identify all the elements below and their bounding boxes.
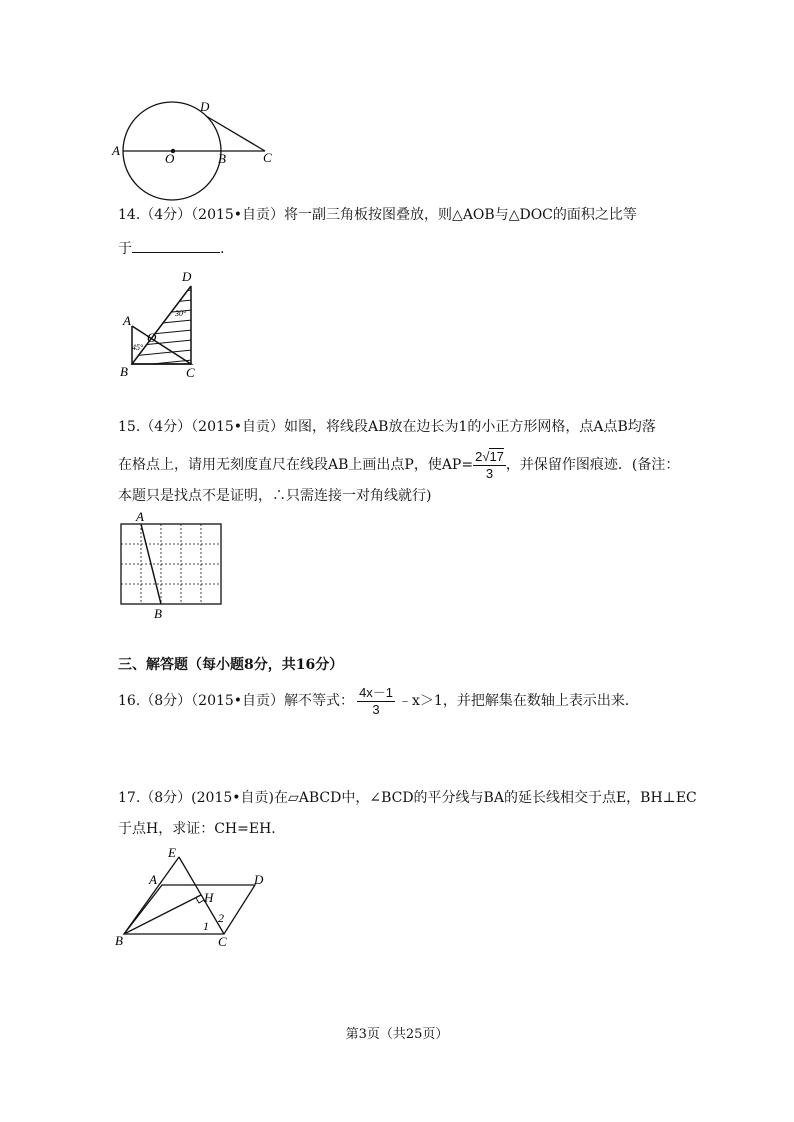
label-b: B [154, 606, 162, 621]
question-15-line-1: 15.（4分）（2015•自贡）如图，将线段AB放在边长为1的小正方形网格，点A点B均落 [118, 419, 656, 435]
section-3-heading: 三、解答题（每小题8分，共16分） [118, 657, 344, 673]
line-bh [124, 895, 201, 934]
parallelogram-abcd [124, 885, 255, 934]
label-b: B [120, 364, 128, 378]
question-17-line-1: 17.（8分）(2015•自贡)在▱ABCD中，∠BCD的平分线与BA的延长线相交于点E，BH⊥EC [118, 790, 697, 806]
q15-line2-suffix: ，并保留作图痕迹．(备注： [505, 457, 680, 473]
label-a: A [112, 143, 120, 158]
label-a: A [123, 313, 131, 328]
label-o: O [147, 330, 157, 345]
page-footer: 第3页（共25页） [345, 1027, 449, 1042]
answer-blank[interactable] [132, 238, 220, 253]
frac-denominator: 3 [372, 701, 380, 717]
triangle-dbc [132, 286, 191, 364]
q16-suffix: ﹣x＞1，并把解集在数轴上表示出来． [398, 693, 639, 709]
label-c: C [218, 934, 227, 949]
q14-prefix: 于 [118, 241, 132, 257]
angle-2-label: 2 [218, 911, 224, 925]
q15-line2-prefix: 在格点上，请用无刻度直尺在线段AB上画出点P，使AP= [118, 457, 474, 473]
grid-figure [112, 508, 232, 623]
label-a: A [136, 509, 144, 524]
grid-lines [121, 524, 221, 604]
label-d: D [254, 872, 264, 887]
inequality-fraction [357, 685, 395, 718]
frac-coef: 2 [475, 448, 483, 464]
label-c: C [263, 150, 272, 165]
q14-suffix: . [220, 241, 225, 257]
label-d: D [200, 99, 210, 114]
line-be [124, 857, 179, 934]
parallelogram-figure [112, 842, 282, 952]
label-d: D [182, 269, 192, 284]
angle-30-label: 30° [175, 309, 187, 318]
frac-radicand: 17 [489, 448, 504, 464]
angle-45-label: 45° [132, 343, 144, 352]
label-h: H [204, 890, 214, 905]
triangle-set-squares-figure [112, 266, 212, 378]
question-16 [118, 683, 639, 719]
question-15-line-2 [118, 447, 679, 483]
tangent-dc [206, 116, 265, 151]
label-b: B [115, 933, 123, 948]
sqrt-sign: √ [482, 448, 490, 464]
q16-prefix: 16.（8分）（2015•自贡）解不等式： [118, 693, 355, 709]
question-14-line-2 [118, 238, 224, 259]
label-o: O [165, 151, 175, 166]
angle-1-label: 1 [203, 919, 209, 933]
question-17-line-2: 于点H，求证：CH=EH. [118, 821, 276, 837]
label-a: A [149, 872, 157, 887]
frac-den: 3 [485, 465, 494, 481]
label-e: E [168, 845, 176, 860]
circle-tangent-figure [110, 95, 290, 205]
question-14-line-1: 14.（4分）（2015•自贡）将一副三角板按图叠放，则△AOB与△DOC的面积之比等 [118, 207, 637, 223]
ap-fraction [473, 449, 506, 482]
frac-numerator: 4x－1 [359, 684, 394, 700]
label-c: C [186, 365, 195, 378]
question-15-line-3: 本题只是找点不是证明，∴只需连接一对角线就行) [118, 488, 432, 504]
label-b: B [218, 151, 226, 166]
